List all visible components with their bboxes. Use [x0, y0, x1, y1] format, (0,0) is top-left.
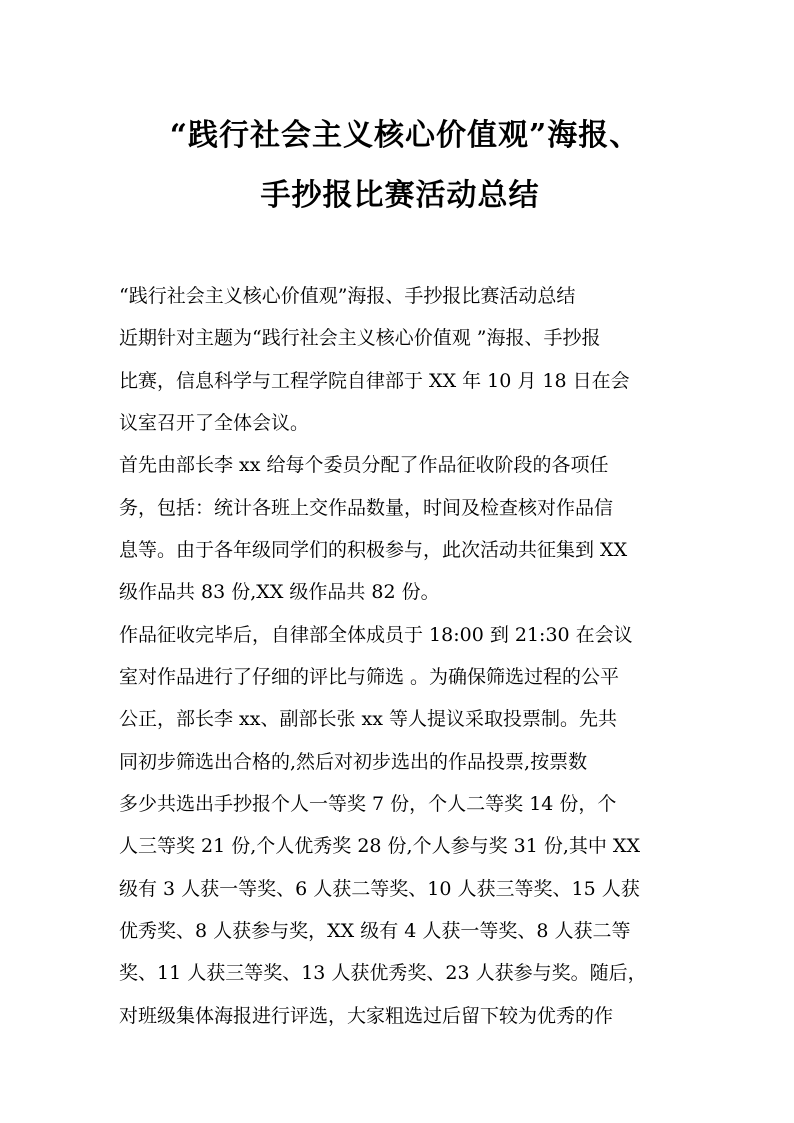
body-line: 息等。由于各年级同学们的积极参与，此次活动共征集到 XX — [119, 539, 628, 561]
body-line: 对班级集体海报进行评选，大家粗选过后留下较为优秀的作 — [119, 1005, 614, 1027]
body-line: “践行社会主义核心价值观”海报、手抄报比赛活动总结 — [119, 285, 576, 307]
body-line: 务，包括：统计各班上交作品数量，时间及检查核对作品信 — [119, 497, 614, 519]
body-line: 室对作品进行了仔细的评比与筛选 。为确保筛选过程的公平 — [119, 666, 620, 688]
body-line: 级有 3 人获一等奖、6 人获二等奖、10 人获三等奖、15 人获 — [119, 878, 640, 900]
body-line: 比赛，信息科学与工程学院自律部于 XX 年 10 月 18 日在会 — [119, 370, 630, 392]
body-line: 奖、11 人获三等奖、13 人获优秀奖、23 人获参与奖。随后， — [119, 962, 647, 984]
document-title-line-2: 手抄报比赛活动总结 — [260, 178, 540, 213]
body-line: 首先由部长李 xx 给每个委员分配了作品征收阶段的各项任 — [119, 454, 609, 476]
body-line: 议室召开了全体会议。 — [119, 412, 310, 434]
body-line: 同初步筛选出合格的,然后对初步选出的作品投票,按票数 — [119, 751, 588, 773]
body-line: 近期针对主题为“践行社会主义核心价值观 ”海报、手抄报 — [119, 327, 601, 349]
document-title-line-1: “践行社会主义核心价值观”海报、 — [169, 118, 641, 153]
body-line: 公正，部长李 xx、副部长张 xx 等人提议采取投票制。先共 — [119, 708, 617, 730]
body-line: 优秀奖、8 人获参与奖，XX 级有 4 人获一等奖、8 人获二等 — [119, 920, 631, 942]
body-line: 多少共选出手抄报个人一等奖 7 份，个人二等奖 14 份，个 — [119, 793, 617, 815]
body-line: 人三等奖 21 份,个人优秀奖 28 份,个人参与奖 31 份,其中 XX — [119, 835, 640, 857]
body-line: 级作品共 83 份,XX 级作品共 82 份。 — [119, 581, 440, 603]
body-line: 作品征收完毕后，自律部全体成员于 18:00 到 21:30 在会议 — [119, 624, 633, 646]
